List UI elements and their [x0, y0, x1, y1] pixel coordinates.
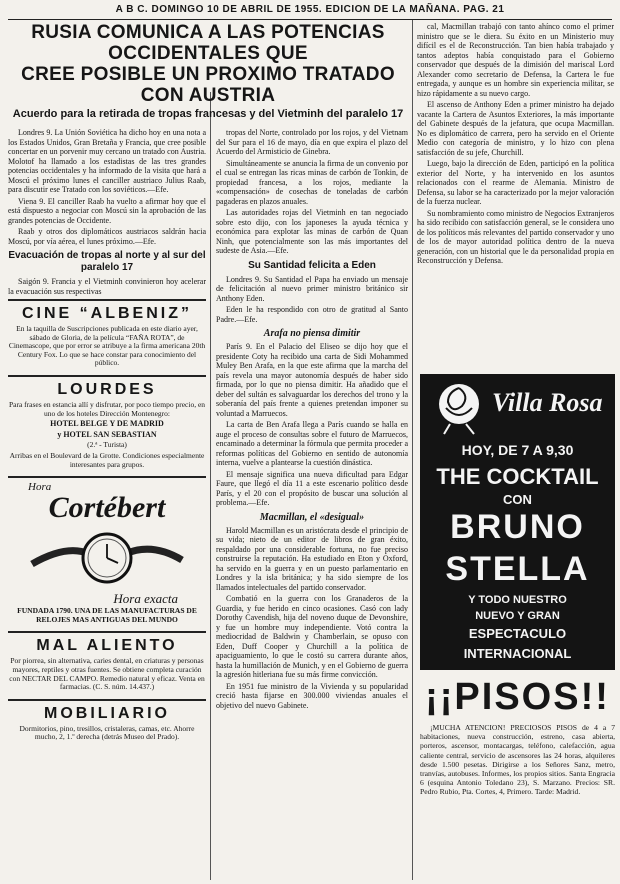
column-rule-2	[412, 20, 413, 880]
macmillan-cont-paragraph-2: El ascenso de Anthony Eden a primer ministro ha dejado vacante la Cartera de Asuntos Exteriores, la más importante del Gabinete después de la jefatura, que ocupa Macmillan. No es diplomático de carrera, pero ha servido en el Oriente Medio con categoría de ministro, y lo hizo con plena satisfacción de su jefe, Churchill.	[417, 100, 614, 157]
arafa-headline: Arafa no piensa dimitir	[263, 328, 361, 339]
arafa-paragraph-1: París 9. En el Palacio del Eliseo se dijo hoy que el presidente Coty ha recibido una carta de Sidi Mohammed Muley Ben Arafa, en la que este afirma que la marcha del país revela una mayor autonomía después de haber sido firmada, por lo que no piensa dimitir. Ha añadido que el deber del sultán es salvaguardar los derechos del trono y la soberanía del país frente a quienes pretendan imponer su voluntad a Marruecos.	[216, 342, 408, 418]
pope-paragraph-2: Eden le ha respondido con otro de gratitud al Santo Padre.—Efe.	[216, 305, 408, 324]
cine-albeniz-ad	[8, 299, 206, 372]
villa-rosa-line-3: ESPECTACULO	[468, 626, 567, 641]
arafa-paragraph-2: La carta de Ben Arafa llega a París cuando se halla en auge el proceso de consultas sobre el futuro de Marruecos, encaminado a determinar la fórmula que permita proceder a reformas políticas del Gobierno en sentido de autonomía interna, vuelve a plantearse la cuestión dinástica.	[216, 420, 408, 467]
cortebert-brand: Cortébert	[48, 491, 166, 525]
villa-rosa-hoy: HOY, DE 7 A 9,30	[461, 442, 574, 458]
page-header: A B C. DOMINGO 10 DE ABRIL DE 1955. EDICION DE LA MAÑANA. PAG. 21	[115, 4, 505, 15]
cortebert-founded: FUNDADA 1790. UNA DE LAS MANUFACTURAS DE RELOJES MAS ANTIGUAS DEL MUNDO	[17, 606, 197, 624]
mal-aliento-ad	[8, 631, 206, 695]
villa-rosa-ad	[420, 374, 615, 670]
lourdes-ad	[8, 375, 206, 473]
withdrawal-headline: Acuerdo para la retirada de tropas francesas y del Vietminh del paralelo 17	[12, 108, 404, 120]
lourdes-hotel-2: y HOTEL SAN SEBASTIAN	[57, 429, 157, 439]
macmillan-paragraph-1: Harold Macmillan es un aristócrata desde el principio de su vida; nieto de un editor de libros de gran éxito, respaldado por una considerable fortuna, no fue preciso construirse la reputación. Ha estudiado en Eton y Oxford, ha servido en la guerra y en un puesto parlamentario en Londres y la isla británica; y ha sido siempre de los llamados intelectuales del partido conservador.	[216, 525, 408, 592]
main-headline-line-1: RUSIA COMUNICA A LAS POTENCIAS OCCIDENTALES QUE	[31, 22, 385, 64]
villa-rosa-line-4: INTERNACIONAL	[463, 646, 572, 661]
pisos-text: ¡MUCHA ATENCION! PRECIOSOS PISOS de 4 a 7 habitaciones, nueva construcción, estreno, casa abierta, porteros, ascensor, montacargas, teléfono, calefacción, agua caliente central, servicio de ascensores las 24 horas, alquileres desde 1.500 pesetas. Dirigirse a los Señores Sanz, metro, tranvías, autobuses. Informes, los propios sitios. Santa Engracia 6 (esquina Antonio Toledano 23), S. Marzano. Precios: SR. Pedro Rubio, Pta. Cortes, 4, Primero. Tarde: Madrid.	[420, 723, 615, 797]
villa-rosa-line-2: NUEVO Y GRAN	[475, 610, 560, 622]
mobiliario-title: MOBILIARIO	[44, 704, 170, 722]
header-rule	[8, 19, 612, 20]
cine-albeniz-text: En la taquilla de Suscripciones publicada en este diario ayer, sábado de Gloria, de la película “FAÑA ROTA”, de Cinemascope, que por error se atribuye a la firma americana 20th Century Fox. Lo que se hace constar para conocimiento del público.	[8, 324, 206, 368]
rose-icon	[428, 378, 490, 436]
cortebert-ad	[8, 476, 206, 628]
macmillan-cont-paragraph-4: Su nombramiento como ministro de Negocios Extranjeros ha sido recibido con satisfacción general, se le considera uno de los políticos más relevantes del partido conservador y uno de los de mayor autoridad política dentro de la nueva generación, con un historial que le da personalidad propia en Reconstrucción y Defensa.	[417, 208, 614, 265]
column-3-text	[417, 22, 614, 370]
withdrawal-paragraph-1: tropas del Norte, controlado por los rojos, y del Vietnam del Sur para el 16 de mayo, día en que expira el plazo del Acuerdo del Armisticio de Ginebra.	[216, 128, 408, 156]
villa-rosa-name: Villa Rosa	[492, 388, 603, 417]
russia-paragraph-1: Londres 9. La Unión Soviética ha dicho hoy en una nota a los Estados Unidos, Gran Bretaña y Francia, que cree posible concertar en un porvenir muy cercano un tratado con Austria. Molotof ha llamado a los estadistas de las tres grandes potencias occidentales y ha informado de la visita que hará a Moscú el próximo lunes el canciller austriaco Julius Raab, para discutir ese Tratado con los soviéticos.—Efe.	[8, 128, 206, 194]
villa-rosa-con: CON	[503, 492, 532, 507]
lourdes-line-5: Arribas en el Boulevard de la Grotte. Condiciones especialmente interesantes para grupos.	[9, 450, 205, 469]
russia-paragraph-2: Viena 9. El canciller Raab ha vuelto a afirmar hoy que el está dispuesto a negociar con Moscú sin la aprobación de las grandes potencias de Occidente.	[8, 196, 206, 225]
macmillan-cont-paragraph-3: Luego, bajo la dirección de Eden, participó en la política exterior del Norte, y ha intervenido en los asuntos relacionados con el rearme de Alemania. Ministro de Defensa, su labor se ha caracterizado por la mejor valoración de la fuerza nuclear.	[417, 159, 614, 206]
pisos-title: ¡¡PISOS!!	[425, 676, 610, 718]
watch-illustration	[8, 523, 206, 591]
lourdes-line-1: Para frases en estancia allí y disfrutar, por poco tiempo precio, en uno de los hoteles Dirección Montenegro:	[8, 399, 206, 418]
main-headline-line-2: CREE POSIBLE UN PROXIMO TRATADO CON AUSTRIA	[21, 64, 395, 106]
lourdes-hotel-1: HOTEL BELGE Y DE MADRID	[50, 419, 164, 429]
column-1	[8, 128, 206, 880]
russia-paragraph-3: Raab y otros dos diplomáticos austriacos saldrán hacia Moscú, por vía aérea, el lunes próximo.—Efe.	[8, 227, 206, 246]
mobiliario-text: Dormitorios, pino, tresillos, cristaleras, camas, etc. Ahorre mucho, 2, 1.º derecha (detrás Museo del Prado).	[19, 723, 195, 742]
arafa-paragraph-3: El mensaje significa una nueva dificultad para Edgar Faure, que llegó el día 11 a este escenario político desde París, y el 20 con el propósito de buscar una solución al problema.—Efe.	[216, 469, 408, 507]
villa-rosa-show: THE COCKTAIL	[436, 464, 599, 489]
evacuation-paragraph: Saigón 9. Francia y el Vietminh convinieron hoy acelerar la evacuación sus respectivas	[8, 277, 206, 296]
main-headline-block	[8, 22, 408, 120]
pisos-ad	[420, 674, 615, 880]
villa-rosa-line-1: Y TODO NUESTRO	[468, 594, 567, 606]
wristwatch-icon	[27, 524, 187, 590]
withdrawal-paragraph-3: Las autoridades rojas del Vietminh en tan negociado sobre esto dijo, con los japoneses la ayuda técnica y económica para explotar las minas de carbón de Quan Ninh, que potencialmente son las más importantes del sudeste de Asia.—Efe.	[216, 208, 408, 255]
withdrawal-paragraph-2: Simultáneamente se anuncia la firma de un convenio por el cual se entregan las ricas minas de carbón de Tonkin, de propiedad francesa, a los rojos, mediante la «compensación» de cosechas de toneladas de carbón pagaderas en plazos anuales.	[216, 158, 408, 206]
macmillan-cont-paragraph-1: cal, Macmillan trabajó con tanto ahínco como el primer ministro que se le diera. Su éxito en un Ministerio muy difícil es el de Reconstrucción. Tan bien había trabajado y tantos adeptos había conquistado para el Gobierno conservador que después de la dimisión del mariscal Lord Alexander como secretario de Defensa, la Cartera le fue entregada, y aunque es un hombre sin experiencia militar, se hizo rápidamente a su nuevo cargo.	[417, 22, 614, 98]
cortebert-hora: Hora	[28, 481, 52, 494]
cine-albeniz-title: CINE “ALBENIZ”	[22, 305, 192, 322]
column-2	[216, 128, 408, 880]
macmillan-paragraph-3: En 1951 fue ministro de la Vivienda y su popularidad creció hasta fijarse en 300.000 viviendas anuales el objetivo del nuevo Gabinete.	[216, 681, 408, 710]
mal-aliento-title: MAL ALIENTO	[36, 637, 178, 655]
macmillan-headline: Macmillan, el «desigual»	[259, 511, 365, 523]
macmillan-paragraph-2: Combatió en la guerra con los Granaderos de la Guardia, y fue herido en cinco ocasiones. Casó con lady Dorothy Cavendish, hija del noveno duque de Devonshire, y fue un hombre muy independiente. Votó contra la mediocridad de Baldwin y Chamberlain, se opuso con Eden, Duff Cooper y Churchill a la política de apaciguamiento, lo que le costó su carrera durante años, hasta la humillación de Munich, y en el Gobierno de guerra la agresión hitleriana fue su más firme convicción.	[216, 594, 408, 679]
pope-headline: Su Santidad felicita a Eden	[248, 259, 376, 271]
mobiliario-ad	[8, 699, 206, 746]
cortebert-tagline: Hora exacta	[113, 591, 178, 607]
lourdes-line-4: (2.ª - Turista)	[87, 440, 127, 450]
villa-rosa-artist-1: BRUNO	[450, 508, 585, 546]
villa-rosa-artist-2: STELLA	[445, 550, 590, 588]
column-rule-1	[210, 92, 211, 880]
lourdes-title: LOURDES	[57, 380, 157, 398]
pope-paragraph-1: Londres 9. Su Santidad el Papa ha enviado un mensaje de felicitación al nuevo primer ministro británico sir Anthony Eden.	[216, 274, 408, 303]
evacuation-headline: Evacuación de tropas al norte y al sur del paralelo 17	[8, 250, 206, 273]
mal-aliento-text: Por piorrea, sin alternativa, caries dental, en criaturas y personas mayores, reptiles y otras fuentes. Se obtiene completa curación con NECTAR DEL CAMPO. Remedio natural y eficaz. Venta en farmacias. (C. S. núm. 14.437.)	[9, 656, 205, 692]
